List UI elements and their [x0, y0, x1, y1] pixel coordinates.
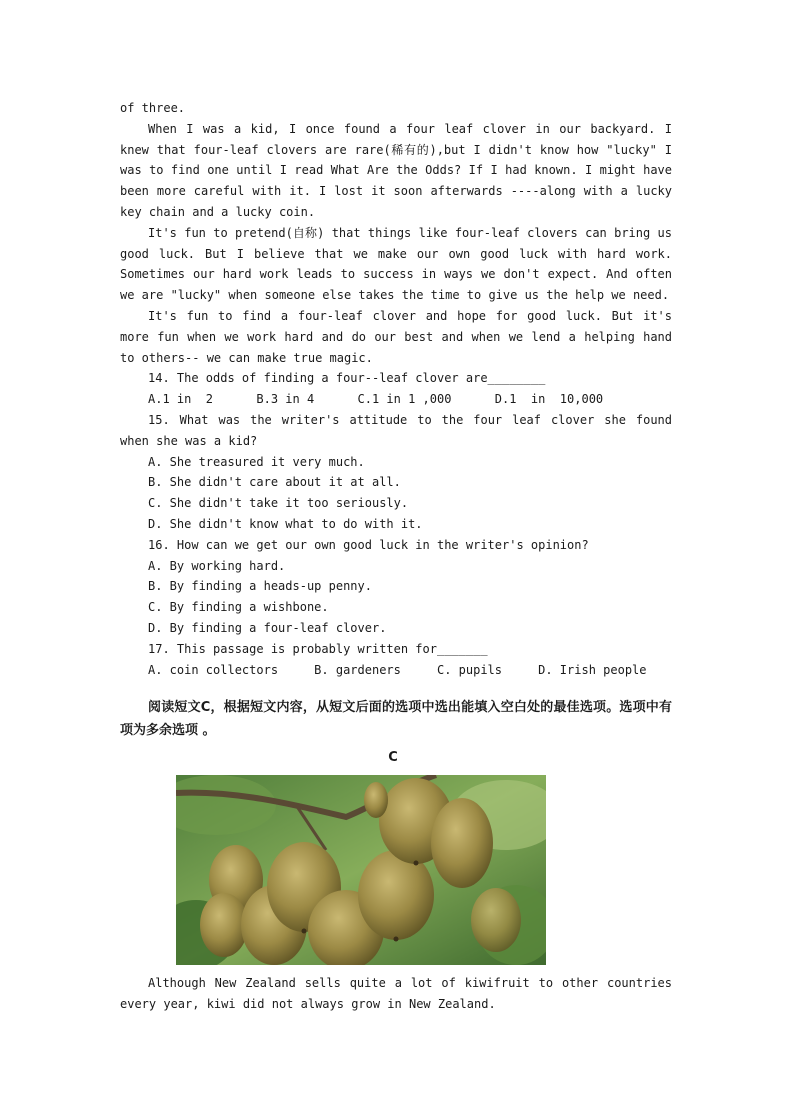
question-16-option-a: A. By working hard.	[148, 558, 286, 573]
paragraph-good-luck-opinion: It's fun to pretend(自称) that things like four-leaf clovers can bring us good luck. But I believe that we make our own good luck with hard work. Sometimes our hard work leads to success in ways we don't expect. And often we are "lucky" when someone else takes the time to give us the help we need.	[120, 225, 672, 303]
question-16-option-d: D. By finding a four-leaf clover.	[148, 620, 387, 635]
question-14-options: A.1 in 2 B.3 in 4 C.1 in 1 ,000 D.1 in 10,000	[148, 392, 604, 407]
section-c-paragraph-1: Although New Zealand sells quite a lot of kiwifruit to other countries every year, kiwi did not always grow in New Zealand.	[120, 976, 672, 1011]
paragraph-true-magic: It's fun to find a four-leaf clover and hope for good luck. But it's more fun when we work hard and do our best and when we lend a helping hand to others-- we can make true magic.	[120, 308, 672, 365]
kiwifruit-photo	[176, 775, 546, 965]
question-14: 14. The odds of finding a four--leaf clover are________	[148, 371, 546, 386]
section-c-instruction: 阅读短文C，根据短文内容，从短文后面的选项中选出能填入空白处的最佳选项。选项中有项为多余选项 。	[120, 700, 672, 739]
question-17-options: A. coin collectors B. gardeners C. pupils D. Irish people	[148, 662, 647, 677]
section-c-label: C	[388, 750, 398, 766]
question-15: 15. What was the writer's attitude to the four leaf clover she found when she was a kid?	[120, 412, 672, 448]
question-15-option-c: C. She didn't take it too seriously.	[148, 496, 409, 511]
question-16-option-c: C. By finding a wishbone.	[148, 600, 329, 615]
question-16: 16. How can we get our own good luck in the writer's opinion?	[148, 537, 589, 552]
question-15-option-a: A. She treasured it very much.	[148, 454, 365, 469]
paragraph-four-leaf-clover-story: When I was a kid, I once found a four leaf clover in our backyard. I knew that four-leaf clovers are rare(稀有的),but I didn't know how "lucky" I was to find one until I read What Are the Odds? If I had known. I might have been more careful with it. I lost it soon afterwards ----along with a lucky key chain and a lucky coin.	[120, 121, 672, 219]
question-16-option-b: B. By finding a heads-up penny.	[148, 579, 372, 594]
question-15-option-d: D. She didn't know what to do with it.	[148, 516, 423, 531]
document-page	[120, 98, 672, 1015]
paragraph-fragment: of three.	[120, 101, 186, 115]
question-15-option-b: B. She didn't care about it at all.	[148, 475, 401, 490]
question-17: 17. This passage is probably written for_______	[148, 641, 488, 656]
